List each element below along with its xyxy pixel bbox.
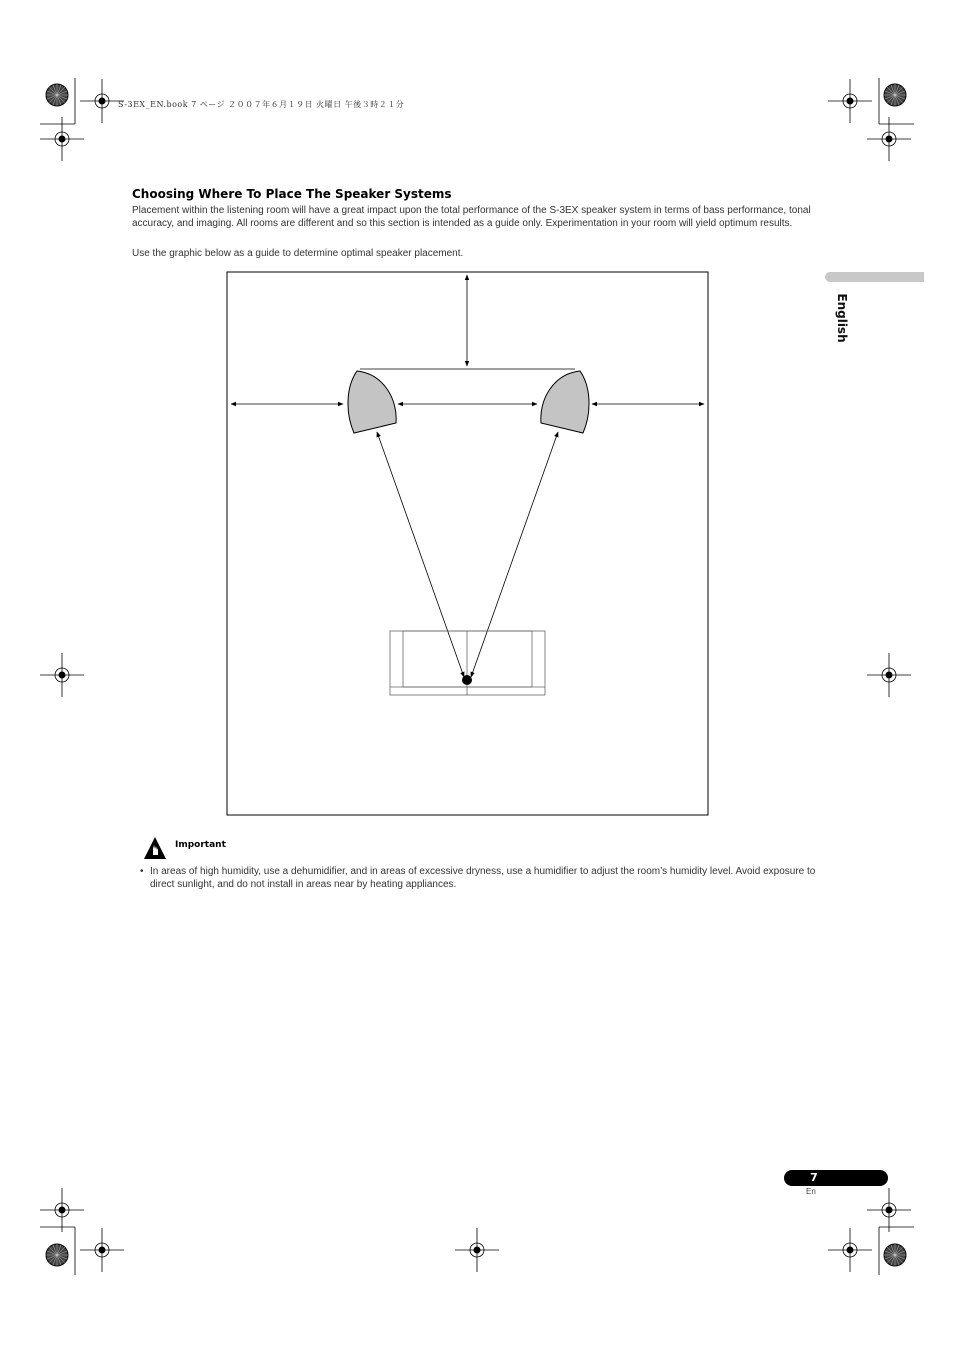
- list-item: • In areas of high humidity, use a dehumidifier, and in areas of excessive dryness, use a humidifier to adjust the room’s humidity level. Avoid exposure to direct sunlight, and do not install in areas near by heating appliances.: [140, 865, 820, 891]
- page-number-badge: [784, 1170, 888, 1186]
- warning-hand-icon: [143, 836, 167, 860]
- page-number: 7: [810, 1171, 818, 1184]
- print-info-header: S-3EX_EN.book 7 ページ ２００７年６月１９日 火曜日 午後３時２１分: [118, 100, 405, 109]
- diagram-instruction: Use the graphic below as a guide to determine optimal speaker placement.: [132, 248, 464, 259]
- listening-sofa: [390, 631, 545, 695]
- important-label: Important: [175, 840, 226, 850]
- section-title: Choosing Where To Place The Speaker Systems: [132, 187, 452, 201]
- page-language-code: En: [806, 1187, 816, 1196]
- language-label: English: [835, 293, 849, 343]
- room-outline: [227, 272, 708, 815]
- listening-position: [462, 675, 472, 685]
- important-list: [140, 865, 820, 891]
- right-speaker: [541, 371, 589, 433]
- left-speaker: [348, 371, 396, 433]
- intro-paragraph: Placement within the listening room will have a great impact upon the total performance of the S-3EX speaker system in terms of bass performance, tonal accuracy, and imaging. All rooms are different and so this section is intended as a guide only. Experimentation in your room will yield optimum results.: [132, 205, 811, 229]
